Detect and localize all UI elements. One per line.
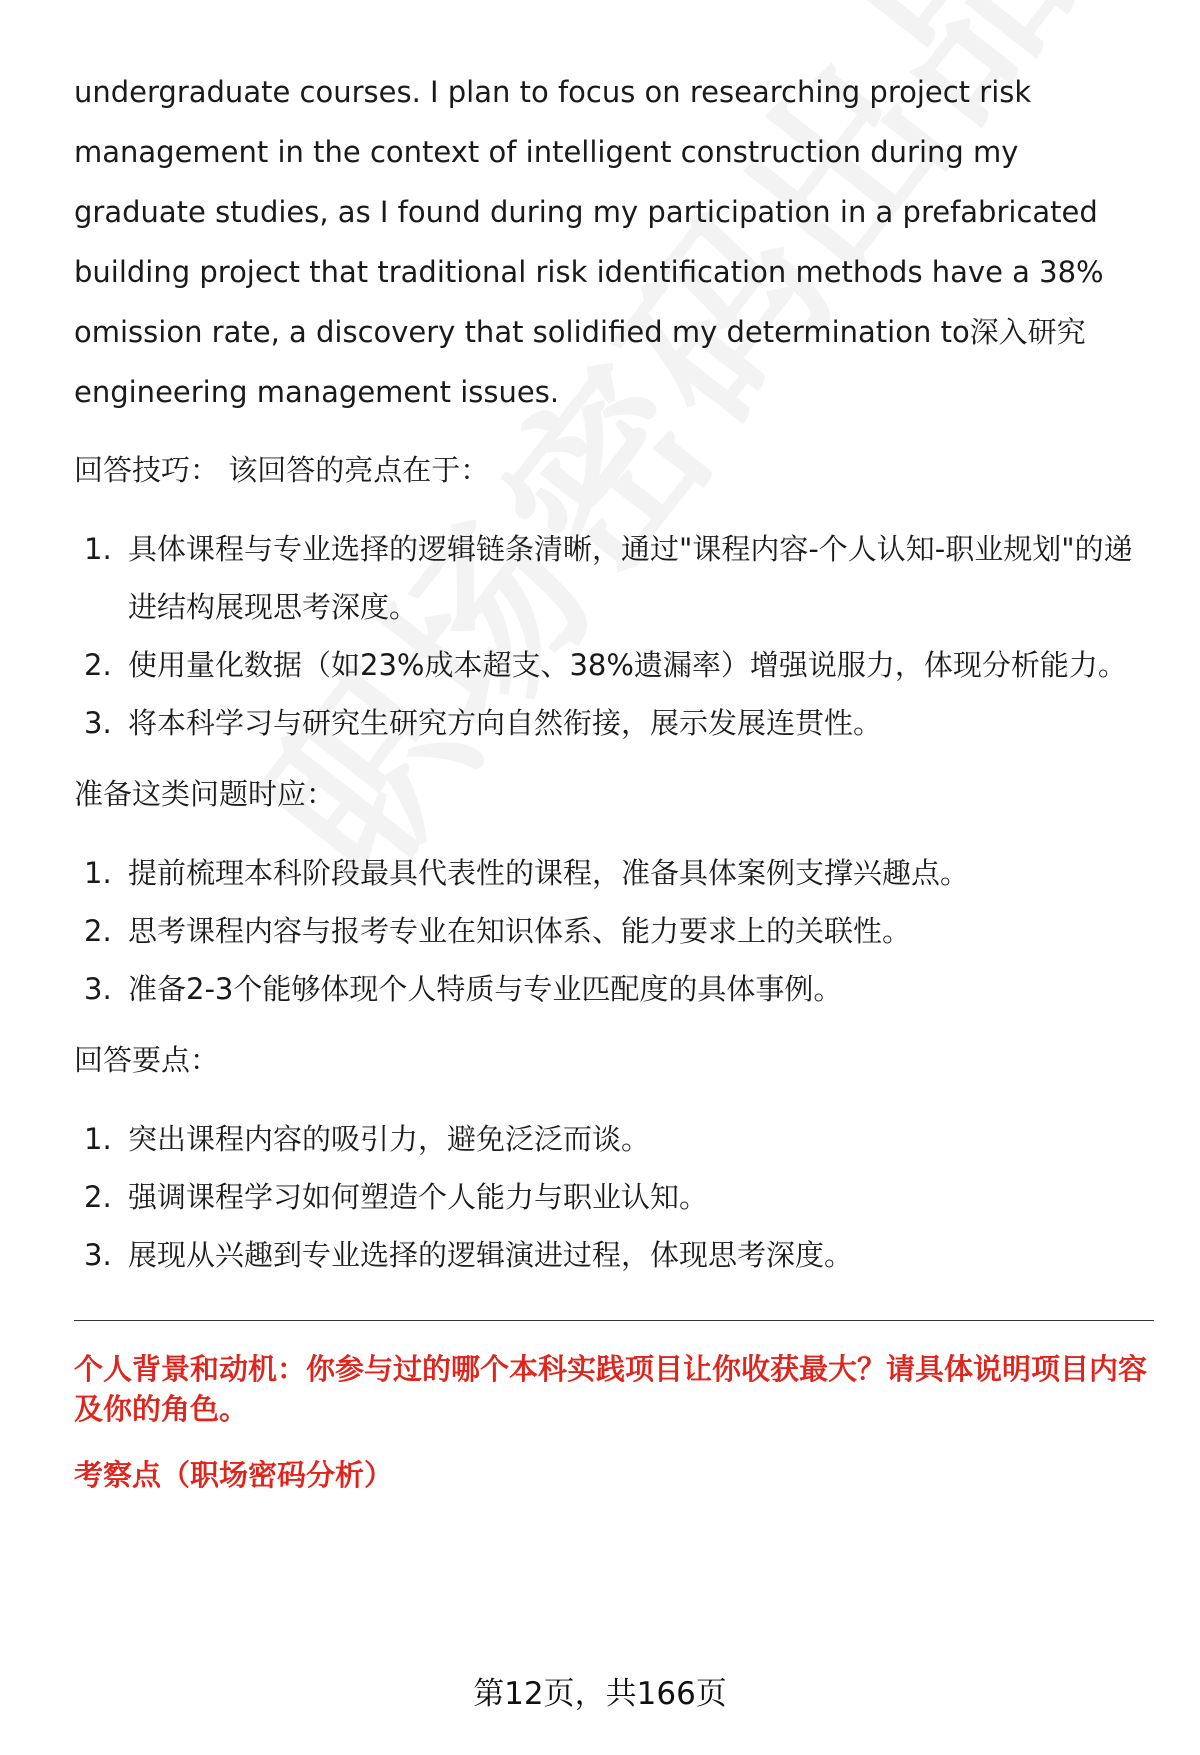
list-item-number: 2. <box>84 648 112 682</box>
next-subheading: 考察点（职场密码分析） <box>74 1458 394 1492</box>
key-points-list <box>74 1110 1154 1284</box>
list-item-number: 3. <box>84 972 112 1006</box>
next-question: 个人背景和动机：你参与过的哪个本科实践项目让你收获最大？请具体说明项目内容及你的角色。 <box>74 1352 1148 1426</box>
list-item <box>74 902 1154 960</box>
answer-tips-list <box>74 520 1154 752</box>
list-item-number: 1. <box>84 1122 112 1156</box>
list-item <box>74 694 1154 752</box>
list-item-number: 2. <box>84 1180 112 1214</box>
list-item <box>74 1110 1154 1168</box>
list-item-text: 强调课程学习如何塑造个人能力与职业认知。 <box>128 1180 709 1214</box>
list-item-text: 提前梳理本科阶段最具代表性的课程，准备具体案例支撑兴趣点。 <box>128 856 970 890</box>
list-item-text: 突出课程内容的吸引力，避免泛泛而谈。 <box>128 1122 651 1156</box>
list-item-number: 1. <box>84 856 112 890</box>
preparation-list <box>74 844 1154 1018</box>
list-item-text: 使用量化数据（如23%成本超支、38%遗漏率）增强说服力，体现分析能力。 <box>128 648 1127 682</box>
section-divider <box>74 1320 1154 1321</box>
list-item-text: 展现从兴趣到专业选择的逻辑演进过程，体现思考深度。 <box>128 1238 854 1272</box>
list-item-number: 3. <box>84 1238 112 1272</box>
list-item <box>74 844 1154 902</box>
intro-paragraph: undergraduate courses. I plan to focus on researching project risk management in the context of intelligent construction during my graduate studies, as I found during my participation in a prefabricated building project that traditional risk identification methods have a 38% omission rate, a discovery that solidified my determination to深入研究 engineering management issues. <box>74 75 1104 409</box>
list-item-text: 思考课程内容与报考专业在知识体系、能力要求上的关联性。 <box>128 914 912 948</box>
list-item <box>74 520 1154 636</box>
list-item-text: 准备2-3个能够体现个人特质与专业匹配度的具体事例。 <box>128 972 843 1006</box>
list-item <box>74 1168 1154 1226</box>
list-item-text: 将本科学习与研究生研究方向自然衔接，展示发展连贯性。 <box>128 706 883 740</box>
list-item <box>74 636 1154 694</box>
list-item-number: 1. <box>84 532 112 566</box>
answer-tips-heading: 回答技巧： 该回答的亮点在于： <box>74 453 490 487</box>
key-points-heading: 回答要点： <box>74 1043 220 1077</box>
list-item <box>74 960 1154 1018</box>
page-content <box>74 62 1154 1495</box>
list-item-number: 2. <box>84 914 112 948</box>
page-footer: 第12页，共166页 <box>473 1676 727 1712</box>
list-item-number: 3. <box>84 706 112 740</box>
list-item-text: 具体课程与专业选择的逻辑链条清晰，通过"课程内容-个人认知-职业规划"的递进结构展现思考深度。 <box>128 532 1133 624</box>
list-item <box>74 1226 1154 1284</box>
preparation-heading: 准备这类问题时应： <box>74 777 336 811</box>
